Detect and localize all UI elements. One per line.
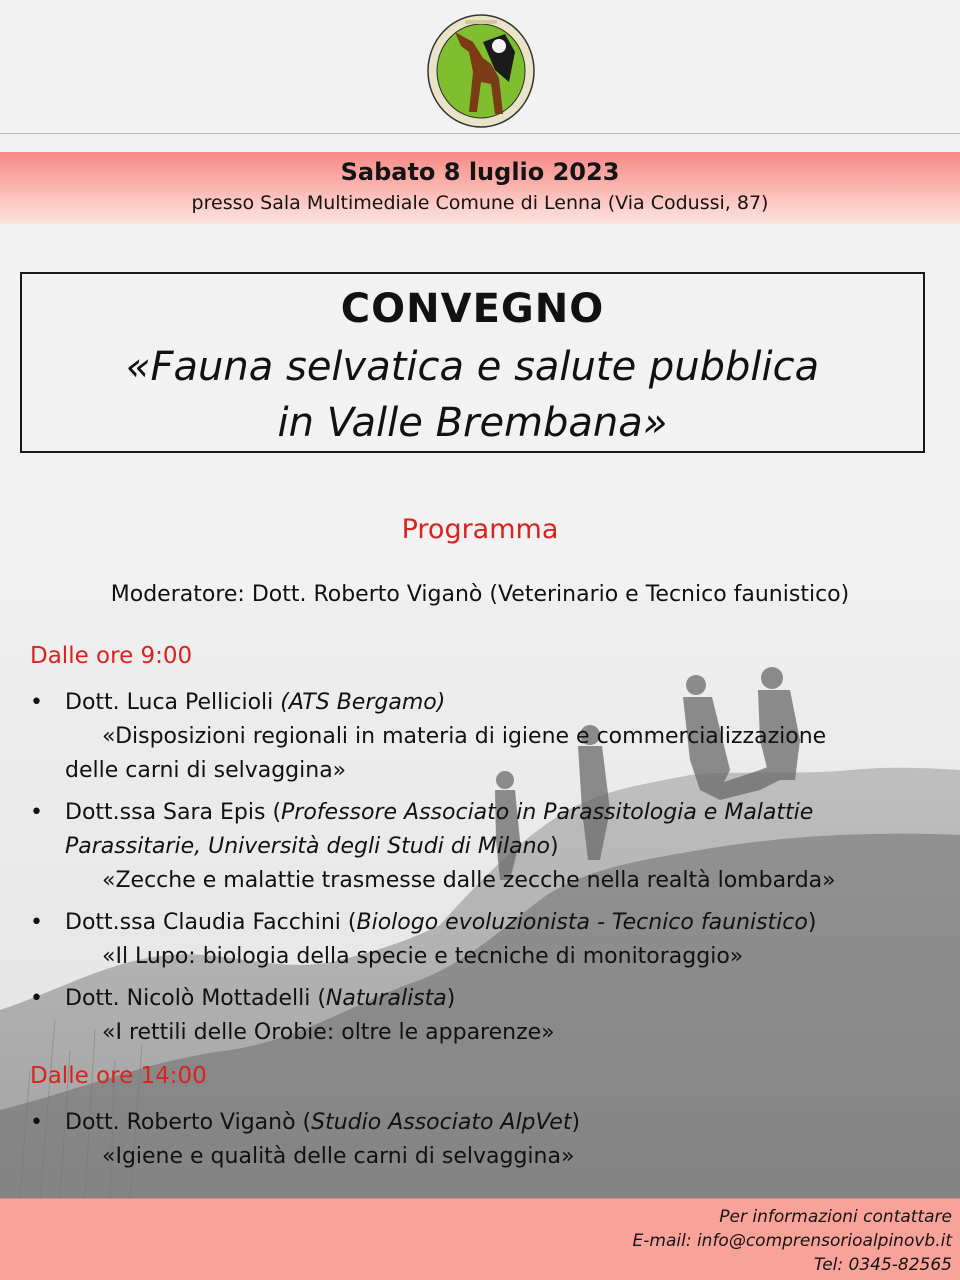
talk-item [30, 1106, 945, 1174]
affiliation-close: ) [446, 986, 456, 1011]
title-box [20, 272, 925, 453]
title-kicker: CONVEGNO [340, 286, 605, 332]
talk-item [30, 796, 945, 898]
talk-title: «Disposizioni regionali in materia di igiene e commercializzazione [102, 724, 827, 749]
speaker-affiliation-continued: Parassitarie, Università degli Studi di Milano [65, 834, 550, 859]
title-line-1: «Fauna selvatica e salute pubblica [125, 344, 820, 390]
speaker-name: Dott. Nicolò Mottadelli ( [65, 986, 326, 1011]
speaker-name: Dott.ssa Sara Epis ( [65, 800, 282, 825]
affiliation-close: ) [571, 1110, 581, 1135]
event-date: Sabato 8 luglio 2023 [340, 158, 620, 186]
bullet: • [30, 1110, 43, 1135]
contact-heading: Per informazioni contattare [719, 1207, 952, 1227]
speaker-name: Dott. Roberto Viganò ( [65, 1110, 312, 1135]
talk-title: «Zecche e malattie trasmesse dalle zecche nella realtà lombarda» [102, 868, 836, 893]
header-divider [0, 133, 960, 134]
speaker-affiliation: Studio Associato AlpVet [311, 1110, 572, 1135]
title-line-2: in Valle Brembana» [277, 400, 668, 446]
talk-item [30, 982, 945, 1050]
speaker-line [65, 686, 945, 720]
speaker-line [65, 906, 945, 940]
contact-footer [0, 1198, 960, 1280]
talk-title: «Il Lupo: biologia della specie e tecniche di monitoraggio» [102, 944, 744, 969]
speaker-line-continued [65, 830, 945, 864]
speaker-affiliation: (ATS Bergamo) [280, 690, 446, 715]
contact-phone[interactable]: Tel: 0345-82565 [813, 1255, 952, 1275]
program-heading: Programma [401, 514, 559, 545]
speaker-affiliation: Biologo evoluzionista - Tecnico faunistico [356, 910, 808, 935]
talk-title-continued: delle carni di selvaggina» [65, 758, 347, 783]
session-time-afternoon: Dalle ore 14:00 [30, 1063, 207, 1089]
event-venue: presso Sala Multimediale Comune di Lenna (Via Codussi, 87) [191, 192, 769, 214]
affiliation-close: ) [549, 834, 559, 859]
speaker-line [65, 982, 945, 1016]
talk-title: «Igiene e qualità delle carni di selvaggina» [102, 1144, 575, 1169]
session-time-morning: Dalle ore 9:00 [30, 643, 193, 669]
bullet: • [30, 800, 43, 825]
date-band [0, 152, 960, 224]
speaker-affiliation: Naturalista [325, 986, 447, 1011]
speaker-name: Dott. Luca Pellicioli [65, 690, 281, 715]
talk-item [30, 686, 945, 788]
affiliation-close: ) [807, 910, 817, 935]
speaker-line [65, 1106, 945, 1140]
speaker-name: Dott.ssa Claudia Facchini ( [65, 910, 357, 935]
bullet: • [30, 690, 43, 715]
talk-item [30, 906, 945, 974]
speaker-affiliation: Professore Associato in Parassitologia e Malattie [281, 800, 814, 825]
comprensorio-alpino-logo [425, 12, 537, 130]
talk-title: «I rettili delle Orobie: oltre le apparenze» [102, 1020, 555, 1045]
contact-email[interactable]: E-mail: info@comprensorioalpinovb.it [632, 1231, 952, 1251]
speaker-line [65, 796, 945, 830]
bullet: • [30, 986, 43, 1011]
moderator-line: Moderatore: Dott. Roberto Viganò (Veterinario e Tecnico faunistico) [110, 582, 850, 607]
bullet: • [30, 910, 43, 935]
